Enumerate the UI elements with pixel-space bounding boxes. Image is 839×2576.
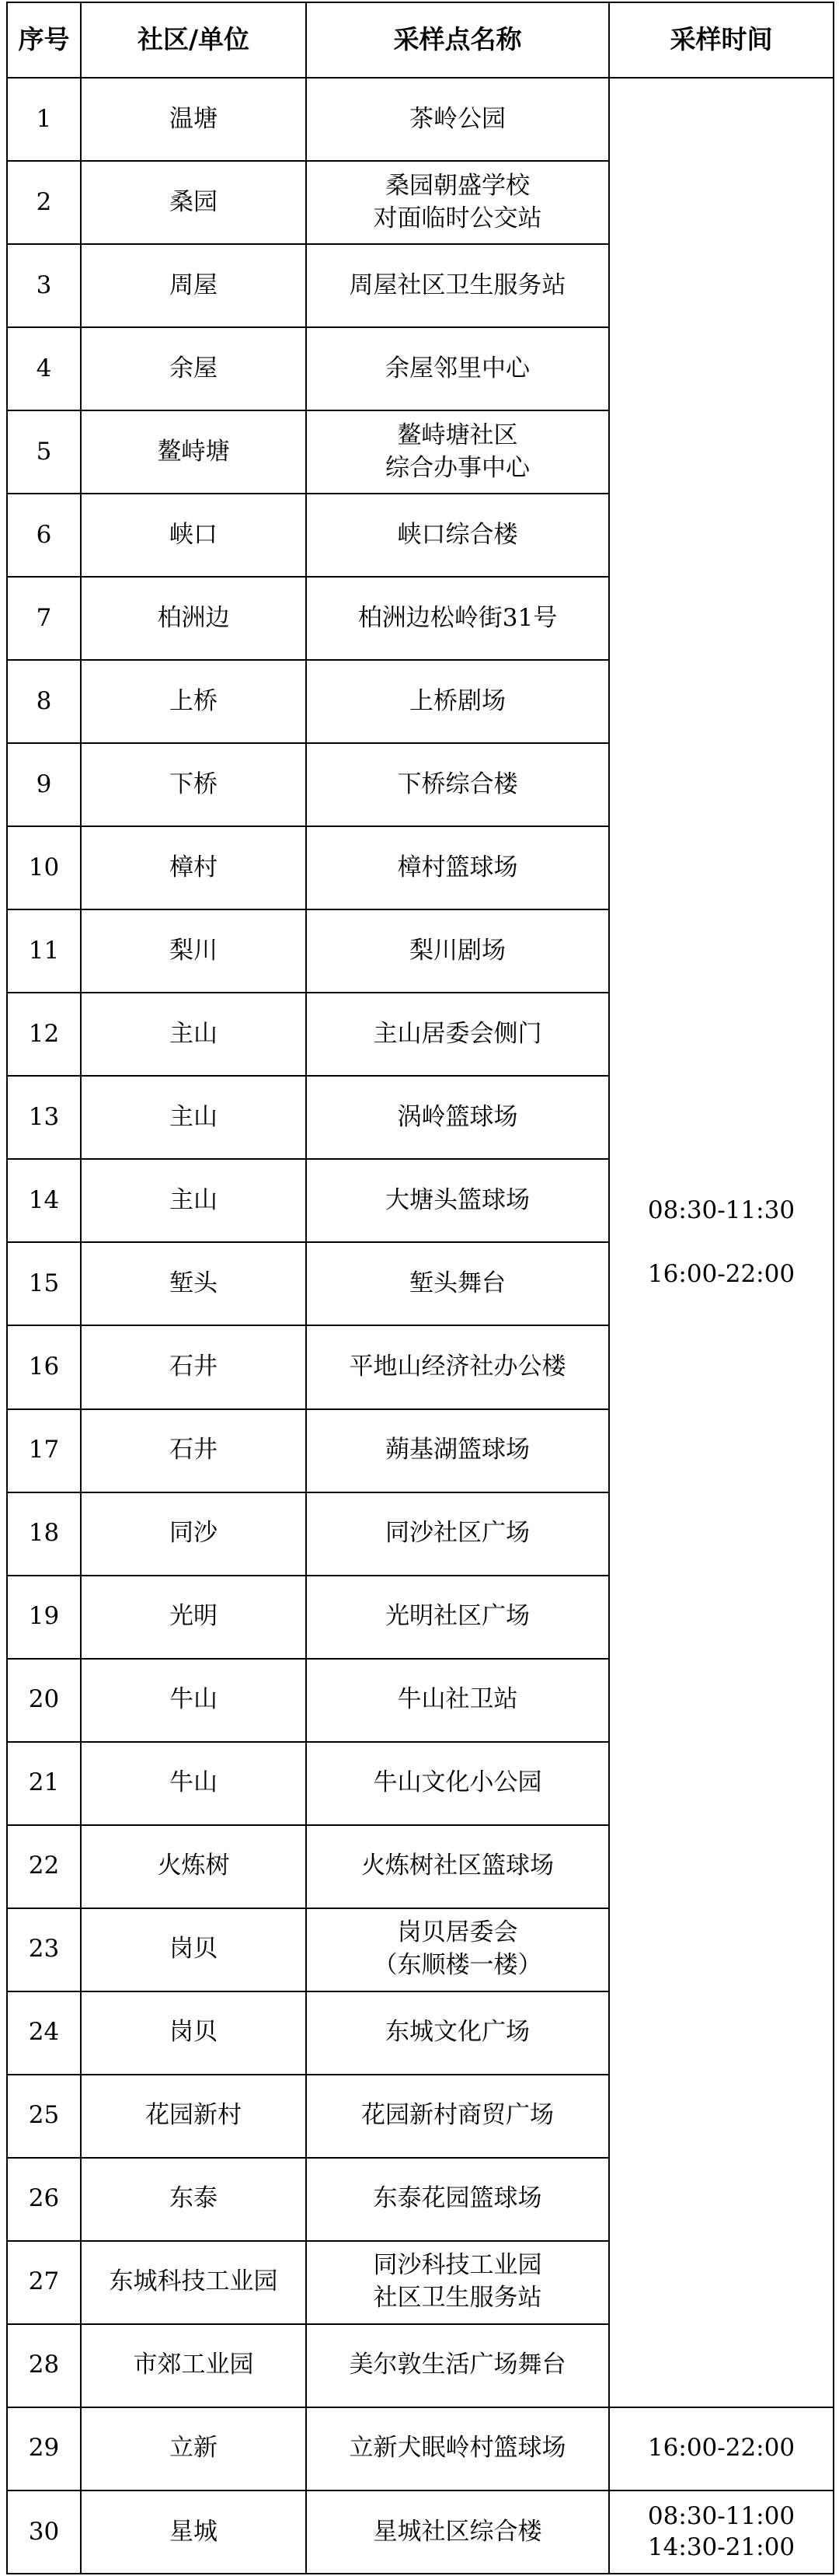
row-site bbox=[306, 1492, 609, 1576]
header-time: 采样时间 bbox=[609, 2, 834, 78]
row-unit bbox=[81, 1242, 306, 1325]
unit-text: 光明 bbox=[169, 1602, 218, 1631]
row-number: 12 bbox=[7, 993, 81, 1076]
unit-text: 星城 bbox=[169, 2517, 218, 2546]
header-unit: 社区/单位 bbox=[81, 2, 306, 78]
row-number: 15 bbox=[7, 1242, 81, 1325]
unit-text: 市郊工业园 bbox=[133, 2351, 254, 2379]
site-text: 蒴基湖篮球场 bbox=[385, 1436, 530, 1464]
row-number: 27 bbox=[7, 2241, 81, 2324]
row-site bbox=[306, 2075, 609, 2158]
row-site bbox=[306, 1242, 609, 1325]
row-unit bbox=[81, 161, 306, 244]
unit-text: 堑头 bbox=[169, 1269, 218, 1298]
row-site bbox=[306, 410, 609, 494]
row-site bbox=[306, 2241, 609, 2324]
unit-text: 主山 bbox=[169, 1102, 218, 1131]
unit-text: 花园新村 bbox=[145, 2101, 242, 2130]
table-header-row bbox=[7, 2, 834, 78]
row-number: 25 bbox=[7, 2075, 81, 2158]
row-unit bbox=[81, 743, 306, 826]
unit-text: 东城科技工业园 bbox=[109, 2267, 278, 2296]
site-text: 上桥剧场 bbox=[409, 686, 506, 715]
row-number: 22 bbox=[7, 1825, 81, 1908]
row-number: 4 bbox=[7, 327, 81, 410]
row-unit bbox=[81, 1492, 306, 1576]
header-site: 采样点名称 bbox=[306, 2, 609, 78]
unit-text: 梨川 bbox=[169, 936, 218, 965]
row-site bbox=[306, 1991, 609, 2075]
unit-text: 周屋 bbox=[169, 271, 218, 299]
row-unit bbox=[81, 1076, 306, 1159]
time-line: 16:00-22:00 bbox=[647, 1260, 795, 1289]
row-unit bbox=[81, 909, 306, 993]
row-site bbox=[306, 161, 609, 244]
row-number: 11 bbox=[7, 909, 81, 993]
site-text: 东城文化广场 bbox=[385, 2018, 530, 2047]
row-unit bbox=[81, 1159, 306, 1242]
row-site bbox=[306, 660, 609, 743]
site-text: 鳌峙塘社区 综合办事中心 bbox=[385, 421, 530, 482]
site-text: 樟村篮球场 bbox=[397, 853, 518, 881]
row-unit bbox=[81, 993, 306, 1076]
unit-text: 上桥 bbox=[169, 686, 218, 715]
time-gap bbox=[614, 1226, 828, 1258]
row-number: 7 bbox=[7, 577, 81, 660]
row-site bbox=[306, 577, 609, 660]
row-number: 1 bbox=[7, 78, 81, 161]
unit-text: 岗贝 bbox=[169, 2018, 218, 2047]
row-unit bbox=[81, 2158, 306, 2241]
site-text: 桑园朝盛学校 对面临时公交站 bbox=[373, 171, 542, 232]
row-unit bbox=[81, 1991, 306, 2075]
row-unit bbox=[81, 577, 306, 660]
site-text: 花园新村商贸广场 bbox=[361, 2101, 554, 2130]
row-number: 9 bbox=[7, 743, 81, 826]
row-number: 6 bbox=[7, 494, 81, 577]
unit-text: 火炼树 bbox=[157, 1852, 230, 1880]
site-text: 立新犬眠岭村篮球场 bbox=[349, 2434, 566, 2463]
row-number: 28 bbox=[7, 2324, 81, 2407]
unit-text: 桑园 bbox=[169, 187, 218, 216]
row-unit bbox=[81, 78, 306, 161]
row-site bbox=[306, 743, 609, 826]
site-text: 峡口综合楼 bbox=[397, 520, 518, 549]
site-text: 茶岭公园 bbox=[409, 104, 506, 133]
row-site bbox=[306, 1908, 609, 1991]
row-unit bbox=[81, 2241, 306, 2324]
row-site bbox=[306, 2324, 609, 2407]
row-unit bbox=[81, 244, 306, 327]
row-site bbox=[306, 2158, 609, 2241]
row-unit bbox=[81, 1742, 306, 1825]
row-unit bbox=[81, 1576, 306, 1659]
unit-text: 余屋 bbox=[169, 354, 218, 382]
row-number: 3 bbox=[7, 244, 81, 327]
site-text: 同沙社区广场 bbox=[385, 1519, 530, 1548]
unit-text: 石井 bbox=[169, 1436, 218, 1464]
site-text: 美尔敦生活广场舞台 bbox=[349, 2351, 566, 2379]
row-site bbox=[306, 1742, 609, 1825]
row-time bbox=[609, 2490, 834, 2574]
row-unit bbox=[81, 2075, 306, 2158]
row-number: 14 bbox=[7, 1159, 81, 1242]
site-text: 主山居委会侧门 bbox=[373, 1019, 542, 1048]
unit-text: 峡口 bbox=[169, 520, 218, 549]
site-text: 牛山文化小公园 bbox=[373, 1768, 542, 1797]
row-site bbox=[306, 78, 609, 161]
row-number: 17 bbox=[7, 1409, 81, 1492]
row-site bbox=[306, 327, 609, 410]
unit-text: 立新 bbox=[169, 2434, 218, 2463]
site-text: 东泰花园篮球场 bbox=[373, 2184, 542, 2213]
row-number: 21 bbox=[7, 1742, 81, 1825]
unit-text: 岗贝 bbox=[169, 1935, 218, 1963]
header-no: 序号 bbox=[7, 2, 81, 78]
row-number: 2 bbox=[7, 161, 81, 244]
time-line: 08:30-11:30 bbox=[647, 1196, 795, 1225]
shared-time-cell bbox=[609, 78, 834, 2407]
sampling-schedule-table bbox=[6, 2, 834, 2574]
row-site bbox=[306, 1076, 609, 1159]
row-unit bbox=[81, 410, 306, 494]
site-text: 平地山经济社办公楼 bbox=[349, 1353, 566, 1381]
row-site bbox=[306, 1325, 609, 1408]
site-text: 余屋邻里中心 bbox=[385, 354, 530, 382]
time-block bbox=[614, 1195, 828, 1290]
row-number: 10 bbox=[7, 826, 81, 909]
unit-text: 鳌峙塘 bbox=[157, 437, 230, 466]
row-site bbox=[306, 909, 609, 993]
row-number: 30 bbox=[7, 2490, 81, 2574]
site-text: 大塘头篮球场 bbox=[385, 1186, 530, 1214]
site-text: 星城社区综合楼 bbox=[373, 2517, 542, 2546]
row-number: 18 bbox=[7, 1492, 81, 1576]
row-site bbox=[306, 1659, 609, 1742]
unit-text: 牛山 bbox=[169, 1768, 218, 1797]
site-text: 光明社区广场 bbox=[385, 1602, 530, 1631]
row-unit bbox=[81, 1825, 306, 1908]
row-site bbox=[306, 826, 609, 909]
table-row bbox=[7, 78, 834, 161]
row-unit bbox=[81, 2407, 306, 2490]
row-unit bbox=[81, 660, 306, 743]
site-text: 涡岭篮球场 bbox=[397, 1102, 518, 1131]
site-text: 梨川剧场 bbox=[409, 936, 506, 965]
row-number: 23 bbox=[7, 1908, 81, 1991]
row-site bbox=[306, 244, 609, 327]
site-text: 同沙科技工业园 社区卫生服务站 bbox=[373, 2251, 542, 2312]
site-text: 堑头舞台 bbox=[409, 1269, 506, 1298]
row-site bbox=[306, 1409, 609, 1492]
row-number: 5 bbox=[7, 410, 81, 494]
site-text: 火炼树社区篮球场 bbox=[361, 1852, 554, 1880]
row-number: 29 bbox=[7, 2407, 81, 2490]
row-unit bbox=[81, 1409, 306, 1492]
unit-text: 温塘 bbox=[169, 104, 218, 133]
unit-text: 石井 bbox=[169, 1353, 218, 1381]
row-number: 19 bbox=[7, 1576, 81, 1659]
row-unit bbox=[81, 494, 306, 577]
unit-text: 东泰 bbox=[169, 2184, 218, 2213]
row-site bbox=[306, 2407, 609, 2490]
unit-text: 牛山 bbox=[169, 1685, 218, 1714]
row-unit bbox=[81, 1659, 306, 1742]
unit-text: 主山 bbox=[169, 1019, 218, 1048]
unit-text: 主山 bbox=[169, 1186, 218, 1214]
row-time: 16:00-22:00 bbox=[609, 2407, 834, 2490]
row-number: 20 bbox=[7, 1659, 81, 1742]
site-text: 周屋社区卫生服务站 bbox=[349, 271, 566, 299]
row-site bbox=[306, 993, 609, 1076]
unit-text: 同沙 bbox=[169, 1519, 218, 1548]
row-number: 13 bbox=[7, 1076, 81, 1159]
table-body bbox=[7, 78, 834, 2574]
row-unit bbox=[81, 1325, 306, 1408]
row-number: 26 bbox=[7, 2158, 81, 2241]
row-unit bbox=[81, 1908, 306, 1991]
site-text: 下桥综合楼 bbox=[397, 770, 518, 798]
site-text: 柏洲边松岭街31号 bbox=[357, 603, 558, 632]
row-site bbox=[306, 2490, 609, 2574]
unit-text: 樟村 bbox=[169, 853, 218, 881]
row-number: 16 bbox=[7, 1325, 81, 1408]
unit-text: 柏洲边 bbox=[157, 603, 230, 632]
unit-text: 下桥 bbox=[169, 770, 218, 798]
row-site bbox=[306, 1825, 609, 1908]
row-unit bbox=[81, 327, 306, 410]
row-site bbox=[306, 1159, 609, 1242]
table-row bbox=[7, 2407, 834, 2490]
site-text: 牛山社卫站 bbox=[397, 1685, 518, 1714]
row-number: 8 bbox=[7, 660, 81, 743]
site-text: 岗贝居委会 （东顺楼一楼） bbox=[373, 1918, 542, 1980]
time-line: 14:30-21:00 bbox=[647, 2533, 795, 2562]
row-unit bbox=[81, 2324, 306, 2407]
row-site bbox=[306, 1576, 609, 1659]
table-row bbox=[7, 2490, 834, 2574]
row-site bbox=[306, 494, 609, 577]
row-unit bbox=[81, 2490, 306, 2574]
time-line: 08:30-11:00 bbox=[647, 2502, 795, 2531]
row-number: 24 bbox=[7, 1991, 81, 2075]
row-unit bbox=[81, 826, 306, 909]
